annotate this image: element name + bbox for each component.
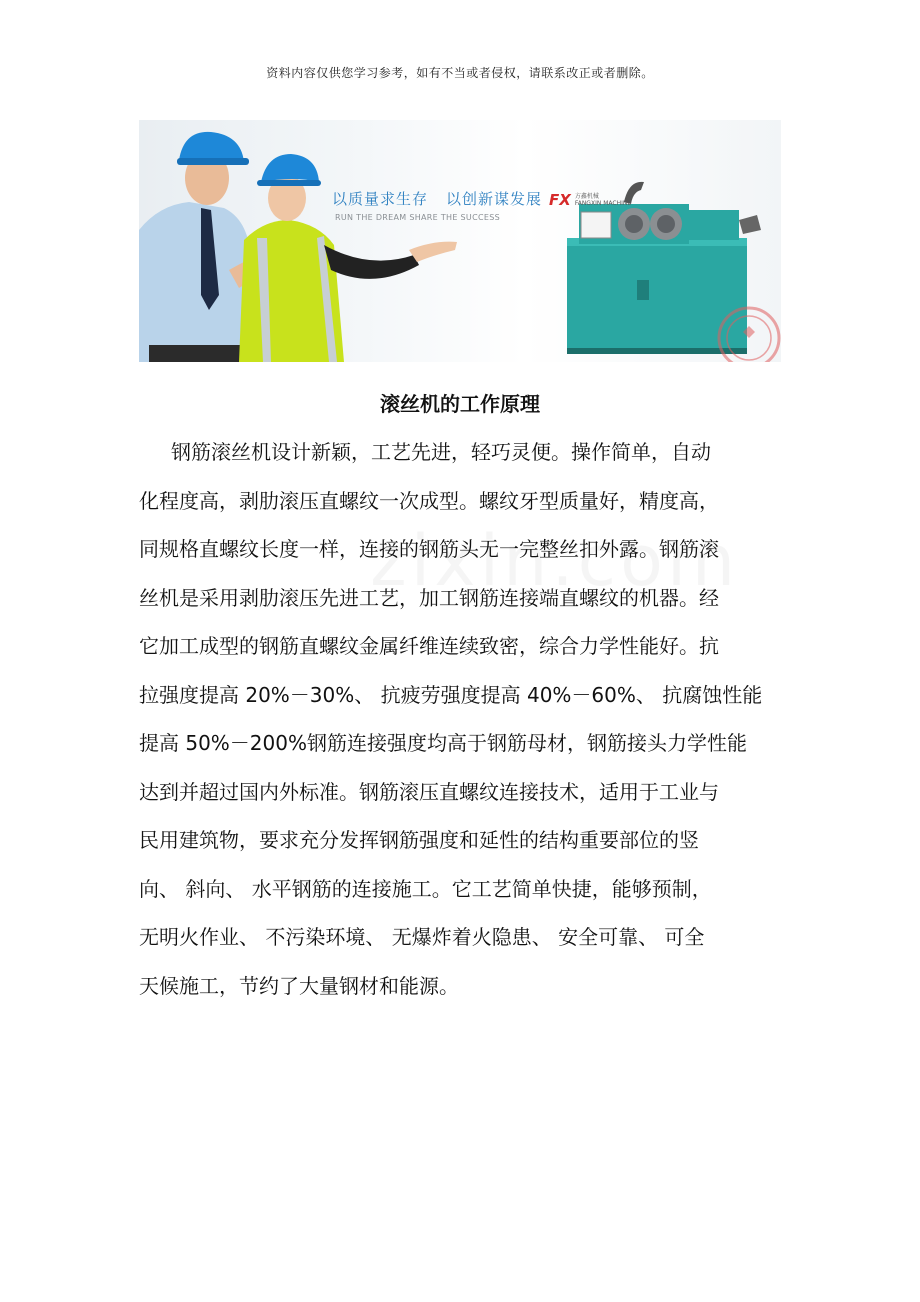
- engineer-woman-figure: [239, 154, 457, 362]
- body-line: 丝机是采用剥肋滚压先进工艺，加工钢筋连接端直螺纹的机器。经: [139, 585, 719, 610]
- brand-logo: [549, 191, 631, 209]
- brand-text: [575, 193, 631, 207]
- document-body: [139, 428, 791, 1010]
- slogan-left: 以质量求生存: [332, 190, 429, 208]
- document-title: 滚丝机的工作原理: [380, 392, 540, 416]
- banner-illustration: [139, 120, 781, 362]
- slogan-chinese: [332, 188, 542, 209]
- brand-mark: FX: [549, 191, 571, 209]
- banner-image: [139, 120, 781, 362]
- brand-en: FANGXIN MACHINE: [574, 200, 632, 207]
- body-line: 提高 50%－200%钢筋连接强度均高于钢筋母材，钢筋接头力学性能: [139, 731, 747, 755]
- body-line: 化程度高，剥肋滚压直螺纹一次成型。螺纹牙型质量好，精度高，: [139, 488, 719, 513]
- body-line: 天候施工，节约了大量钢材和能源。: [139, 973, 459, 998]
- body-line: 它加工成型的钢筋直螺纹金属纤维连续致密，综合力学性能好。抗: [139, 634, 719, 658]
- slogan-right: 以创新谋发展: [446, 190, 543, 208]
- body-line: 拉强度提高 20%－30%、 抗疲劳强度提高 40%－60%、 抗腐蚀性能: [139, 682, 763, 707]
- body-line: 向、 斜向、 水平钢筋的连接施工。它工艺简单快捷，能够预制，: [139, 876, 712, 901]
- brand-cn: 方鑫机械: [574, 193, 599, 200]
- body-line: 钢筋滚丝机设计新颖，工艺先进，轻巧灵便。操作简单，自动: [171, 440, 711, 464]
- body-line: 无明火作业、 不污染环境、 无爆炸着火隐患、 安全可靠、 可全: [139, 925, 705, 949]
- slogan-english: RUN THE DREAM SHARE THE SUCCESS: [335, 213, 500, 222]
- body-line: 同规格直螺纹长度一样，连接的钢筋头无一完整丝扣外露。钢筋滚: [139, 537, 719, 561]
- body-line: 达到并超过国内外标准。钢筋滚压直螺纹连接技术，适用于工业与: [139, 779, 719, 804]
- body-line: 民用建筑物，要求充分发挥钢筋强度和延性的结构重要部位的竖: [139, 828, 699, 852]
- page-notice: 资料内容仅供您学习参考，如有不当或者侵权，请联系改正或者删除。: [266, 66, 654, 80]
